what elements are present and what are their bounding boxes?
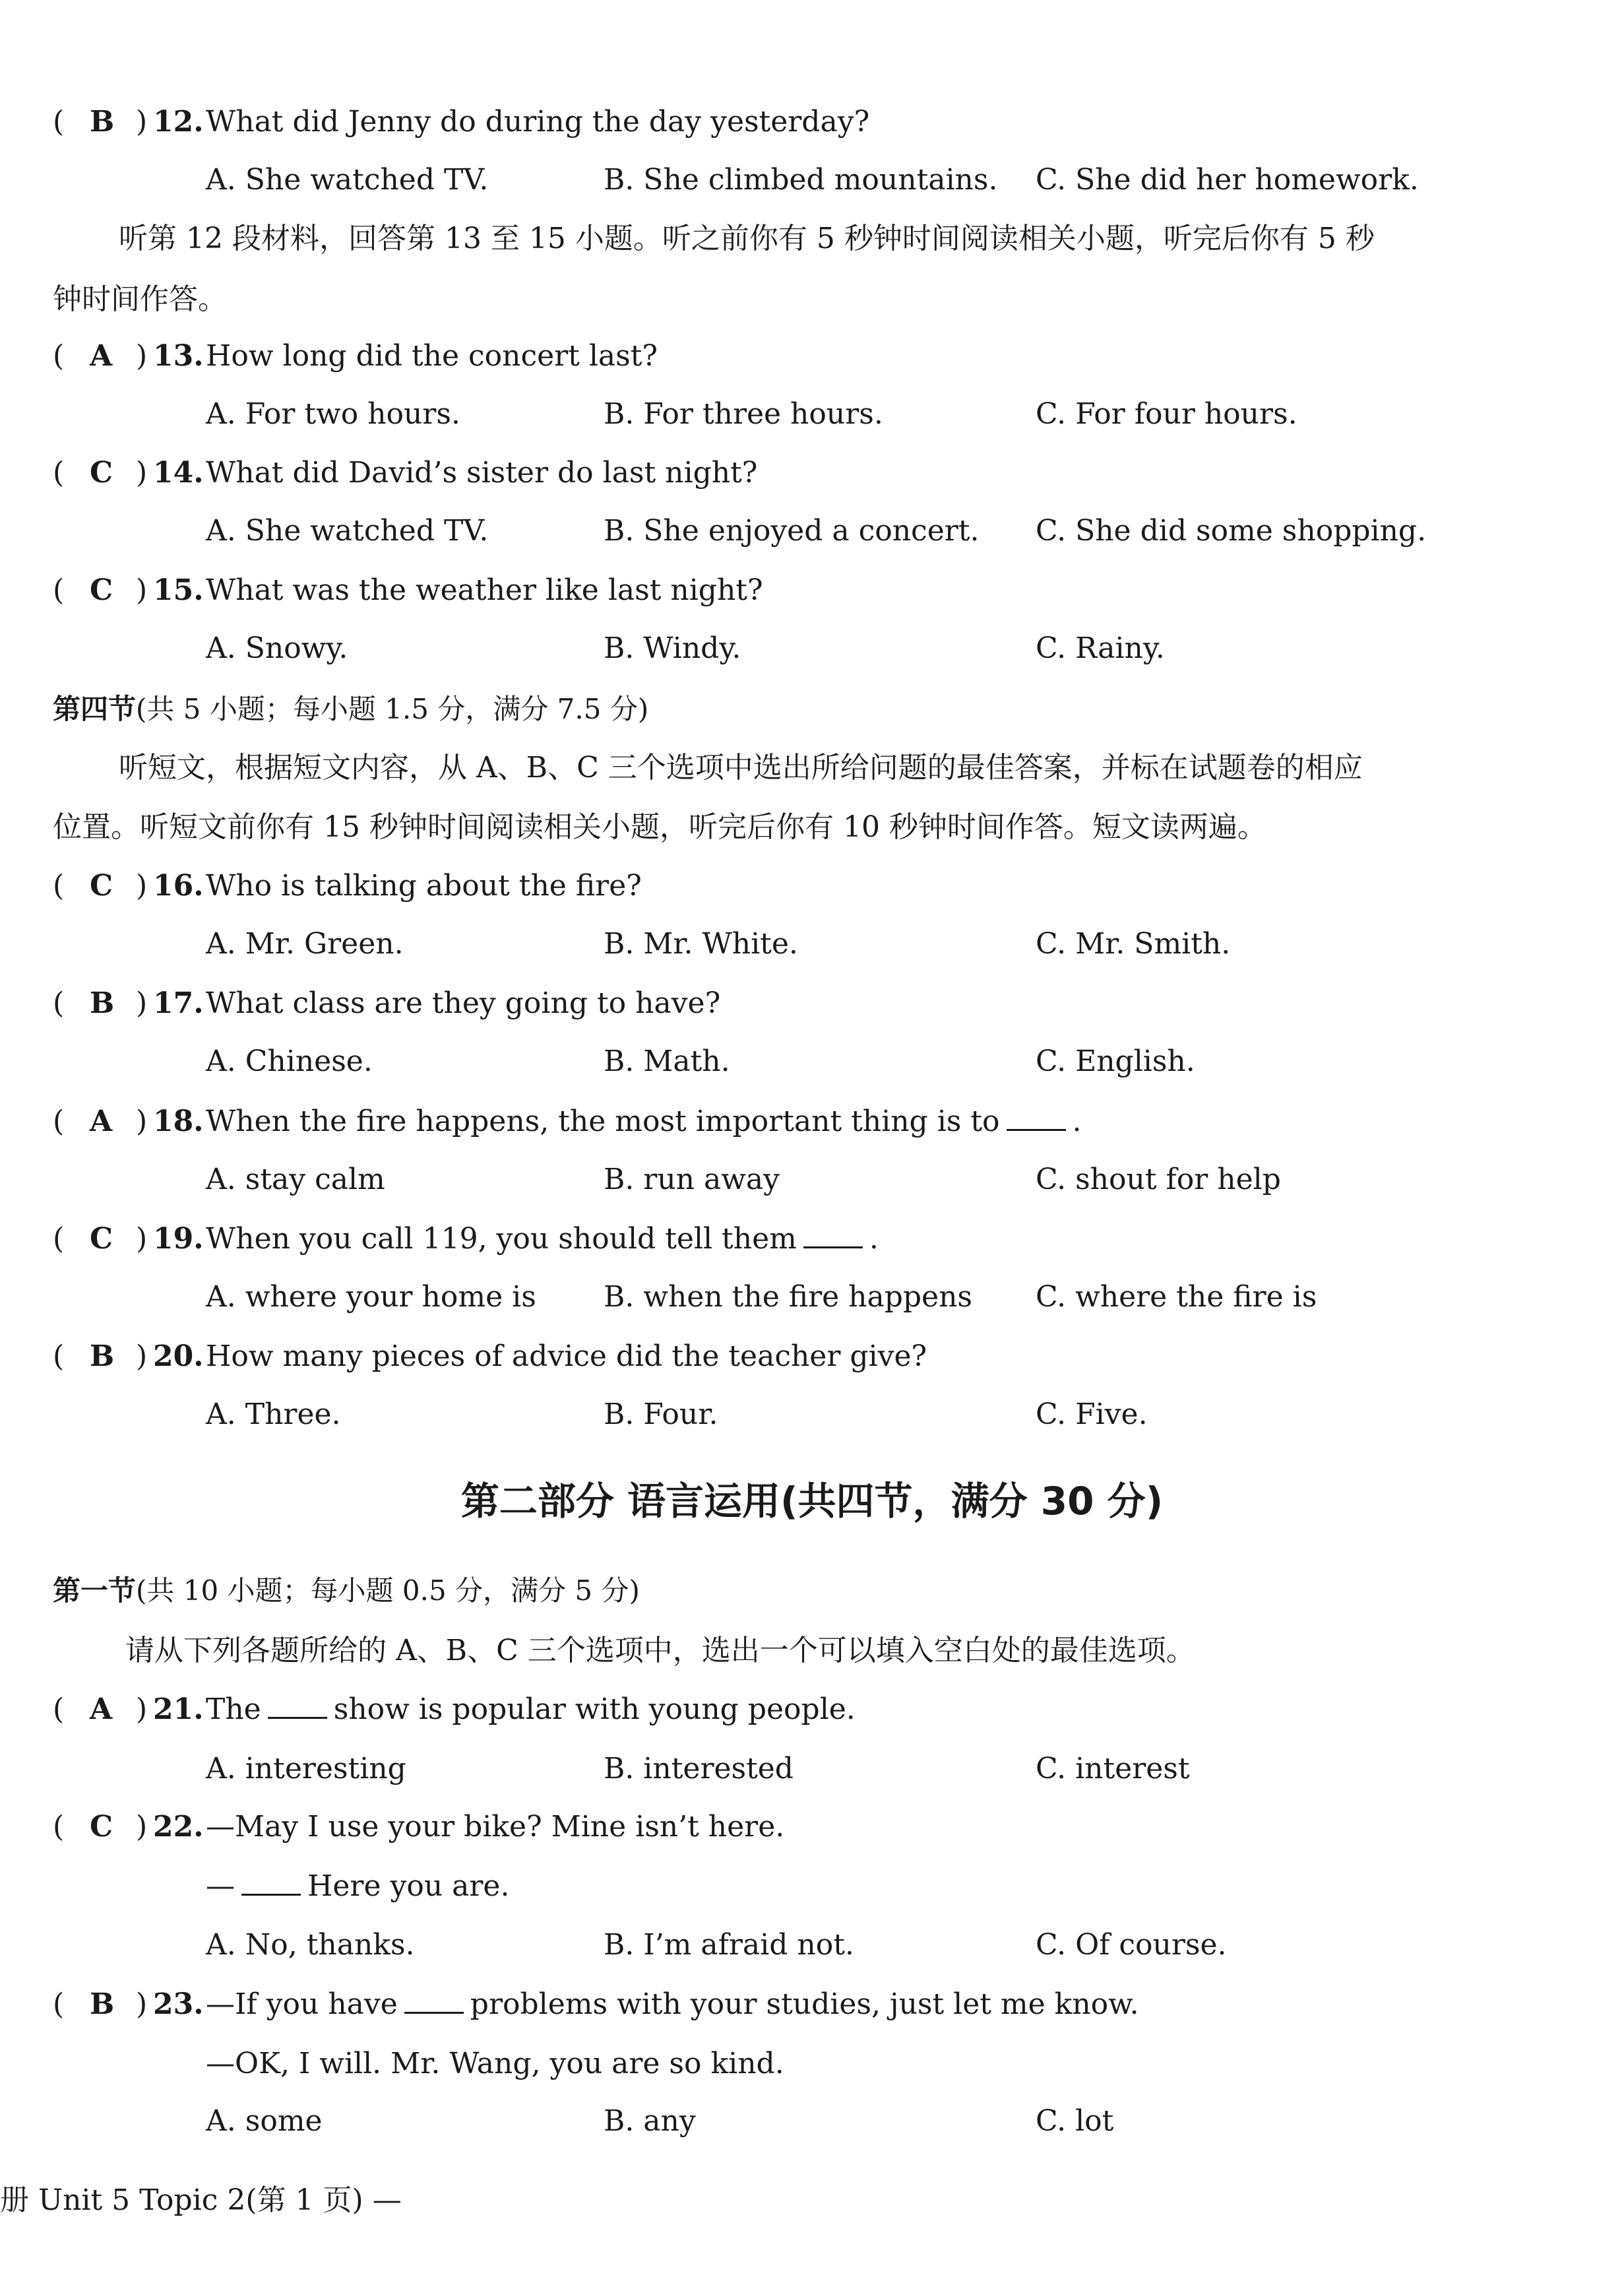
page-footer: 册 Unit 5 Topic 2(第 1 页) —	[0, 2183, 402, 2217]
question-text-after: problems with your studies, just let me know.	[470, 1987, 1139, 2021]
option-a: A. Chinese.	[206, 1045, 373, 1078]
close-paren: )	[136, 869, 148, 903]
option-c: C. where the fire is	[1036, 1280, 1317, 1314]
option-b: B. She climbed mountains.	[604, 163, 998, 197]
instruction-line: 请从下列各题所给的 A、B、C 三个选项中，选出一个可以填入空白处的最佳选项。	[125, 1634, 1195, 1667]
question-text-after: .	[1072, 1105, 1082, 1138]
question-20	[0, 1327, 1624, 1386]
question-number: 22.	[153, 1810, 204, 1844]
option-b: B. Mr. White.	[604, 927, 798, 961]
dialogue-line: —OK, I will. Mr. Wang, you are so kind.	[206, 2047, 784, 2080]
option-a: A. Three.	[206, 1398, 341, 1431]
question-number: 16.	[153, 869, 204, 903]
question-text: —May I use your bike? Mine isn’t here.	[206, 1810, 785, 1844]
open-paren: (	[53, 1692, 65, 1726]
option-a: A. No, thanks.	[206, 1928, 415, 1962]
question-text: Who is talking about the fire?	[206, 869, 642, 903]
options-19	[0, 1268, 1624, 1327]
question-text-before: When the fire happens, the most important thing is to	[206, 1105, 1000, 1138]
open-paren: (	[53, 339, 65, 373]
close-paren: )	[136, 339, 148, 373]
option-c: C. Five.	[1036, 1398, 1148, 1431]
question-13	[0, 327, 1624, 386]
option-c: C. English.	[1036, 1045, 1195, 1078]
question-text-after: show is popular with young people.	[333, 1692, 856, 1726]
question-text	[206, 1680, 856, 1739]
open-paren: (	[53, 1105, 65, 1138]
answer-letter: A	[90, 1105, 113, 1138]
option-c: C. Of course.	[1036, 1928, 1227, 1962]
answer-letter: B	[90, 1339, 115, 1373]
question-18	[0, 1092, 1624, 1151]
option-b: B. Four.	[604, 1398, 718, 1431]
close-paren: )	[136, 105, 148, 139]
answer-blank	[404, 1992, 464, 2014]
answer-blank	[1007, 1109, 1066, 1131]
question-text-after: .	[869, 1222, 879, 1256]
open-paren: (	[53, 1810, 65, 1844]
options-23	[0, 2092, 1624, 2151]
option-c: C. interest	[1036, 1752, 1190, 1785]
close-paren: )	[136, 573, 148, 607]
open-paren: (	[53, 986, 65, 1020]
answer-blank	[268, 1697, 327, 1719]
question-text: What did David’s sister do last night?	[206, 456, 758, 490]
options-16	[0, 915, 1624, 974]
section-title: 第四节	[53, 693, 137, 725]
option-a: A. She watched TV.	[206, 163, 489, 197]
option-a: A. For two hours.	[206, 397, 460, 431]
question-number: 23.	[153, 1987, 204, 2021]
question-16	[0, 856, 1624, 916]
dialogue-line	[206, 1857, 509, 1916]
open-paren: (	[53, 573, 65, 607]
options-12	[0, 150, 1624, 210]
option-b: B. I’m afraid not.	[604, 1928, 854, 1962]
question-17	[0, 974, 1624, 1033]
answer-letter: C	[90, 1222, 113, 1256]
option-a: A. where your home is	[206, 1280, 536, 1314]
close-paren: )	[136, 1810, 148, 1844]
instruction-line: 钟时间作答。	[53, 282, 227, 316]
close-paren: )	[136, 1692, 148, 1726]
option-b: B. any	[604, 2104, 696, 2138]
question-text: What was the weather like last night?	[206, 573, 763, 607]
option-b: B. run away	[604, 1163, 780, 1196]
open-paren: (	[53, 869, 65, 903]
question-22	[0, 1797, 1624, 1857]
option-a: A. Mr. Green.	[206, 927, 404, 961]
close-paren: )	[136, 1987, 148, 2021]
option-a: A. interesting	[206, 1752, 406, 1785]
close-paren: )	[136, 1339, 148, 1373]
options-22	[0, 1915, 1624, 1975]
option-a: A. She watched TV.	[206, 514, 489, 548]
option-b: B. Math.	[604, 1045, 730, 1078]
answer-letter: B	[90, 986, 115, 1020]
option-c: C. Mr. Smith.	[1036, 927, 1231, 961]
option-b: B. when the fire happens	[604, 1280, 972, 1314]
options-15	[0, 619, 1624, 678]
question-text: How long did the concert last?	[206, 339, 658, 373]
instruction-line: 位置。听短文前你有 15 秒钟时间阅读相关小题，听完后你有 10 秒钟时间作答。短文读两遍。	[53, 810, 1266, 844]
question-number: 19.	[153, 1222, 204, 1256]
options-18	[0, 1150, 1624, 1209]
question-text: How many pieces of advice did the teacher give?	[206, 1339, 927, 1373]
section-heading	[53, 680, 648, 739]
question-15	[0, 561, 1624, 620]
section-note: (共 5 小题；每小题 1.5 分，满分 7.5 分)	[136, 693, 649, 725]
section-heading	[53, 1561, 640, 1621]
option-a: A. some	[206, 2104, 323, 2138]
close-paren: )	[136, 986, 148, 1020]
options-17	[0, 1032, 1624, 1091]
answer-blank	[803, 1227, 863, 1248]
dialogue-text: Here you are.	[307, 1869, 510, 1903]
answer-letter: A	[90, 339, 113, 373]
dialogue-dash: —	[206, 1869, 235, 1903]
option-c: C. shout for help	[1036, 1163, 1281, 1196]
question-text: What did Jenny do during the day yesterday?	[206, 105, 870, 139]
section-title: 第一节	[53, 1574, 137, 1607]
answer-blank	[241, 1874, 301, 1896]
open-paren: (	[53, 456, 65, 490]
question-text	[206, 1092, 1082, 1151]
question-number: 14.	[153, 456, 204, 490]
answer-letter: C	[90, 869, 113, 903]
option-a: A. Snowy.	[206, 631, 348, 665]
options-14	[0, 501, 1624, 561]
option-b: B. For three hours.	[604, 397, 883, 431]
question-text-before: —If you have	[206, 1987, 398, 2021]
question-number: 12.	[153, 105, 204, 139]
question-text	[206, 1209, 879, 1269]
option-c: C. She did some shopping.	[1036, 514, 1427, 548]
close-paren: )	[136, 1105, 148, 1138]
options-21	[0, 1739, 1624, 1799]
open-paren: (	[53, 1339, 65, 1373]
question-number: 13.	[153, 339, 204, 373]
question-21	[0, 1680, 1624, 1739]
option-b: B. interested	[604, 1752, 794, 1785]
options-13	[0, 385, 1624, 444]
open-paren: (	[53, 1222, 65, 1256]
answer-letter: C	[90, 1810, 113, 1844]
option-b: B. She enjoyed a concert.	[604, 514, 980, 548]
question-number: 15.	[153, 573, 204, 607]
option-c: C. lot	[1036, 2104, 1114, 2138]
question-number: 18.	[153, 1105, 204, 1138]
option-c: C. Rainy.	[1036, 631, 1165, 665]
option-b: B. Windy.	[604, 631, 741, 665]
question-text-before: The	[206, 1692, 261, 1726]
question-12	[0, 92, 1624, 152]
option-c: C. For four hours.	[1036, 397, 1297, 431]
answer-letter: B	[90, 105, 115, 139]
answer-letter: A	[90, 1692, 113, 1726]
open-paren: (	[53, 105, 65, 139]
option-a: A. stay calm	[206, 1163, 385, 1196]
question-number: 21.	[153, 1692, 204, 1726]
answer-letter: C	[90, 573, 113, 607]
question-19	[0, 1209, 1624, 1269]
close-paren: )	[136, 1222, 148, 1256]
instruction-line: 听第 12 段材料，回答第 13 至 15 小题。听之前你有 5 秒钟时间阅读相关小题，听完后你有 5 秒	[119, 222, 1375, 255]
option-c: C. She did her homework.	[1036, 163, 1419, 197]
open-paren: (	[53, 1987, 65, 2021]
instruction-line: 听短文，根据短文内容，从 A、B、C 三个选项中选出所给问题的最佳答案，并标在试题卷的相应	[119, 751, 1363, 785]
question-14	[0, 443, 1624, 503]
question-text: What class are they going to have?	[206, 986, 721, 1020]
question-text	[206, 1975, 1139, 2034]
options-20	[0, 1385, 1624, 1444]
question-text-before: When you call 119, you should tell them	[206, 1222, 797, 1256]
section-note: (共 10 小题；每小题 0.5 分，满分 5 分)	[136, 1574, 640, 1607]
part-title: 第二部分 语言运用(共四节，满分 30 分)	[460, 1479, 1164, 1524]
close-paren: )	[136, 456, 148, 490]
answer-letter: B	[90, 1987, 115, 2021]
question-number: 17.	[153, 986, 204, 1020]
question-23	[0, 1975, 1624, 2034]
question-number: 20.	[153, 1339, 204, 1373]
answer-letter: C	[90, 456, 113, 490]
